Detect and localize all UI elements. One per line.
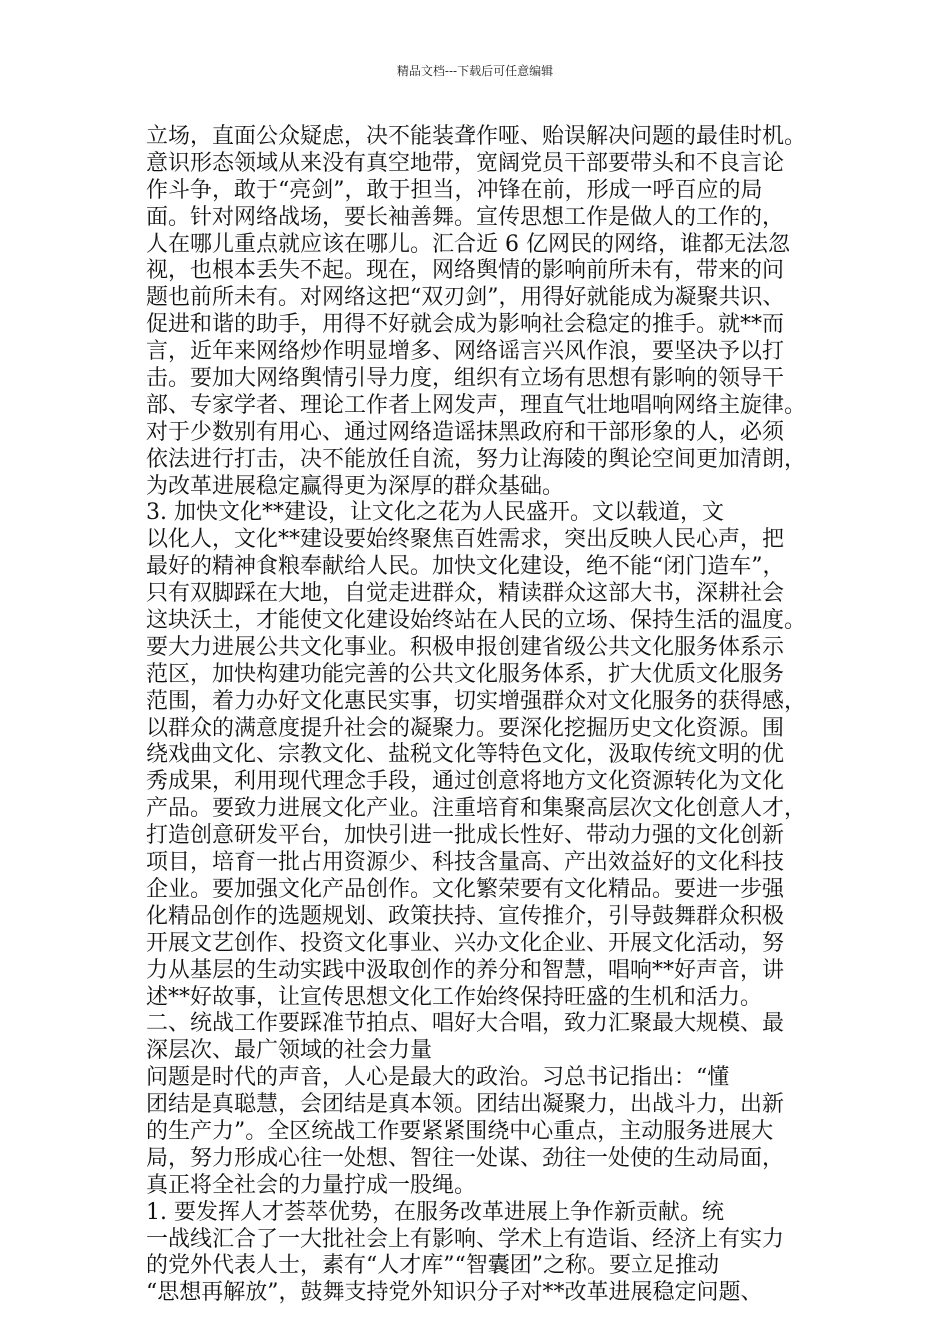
text-line: 依法进行打击，决不能放任自流，努力让海陵的舆论空间更加清朗， [146,446,807,472]
text-line: 化精品创作的选题规划、政策扶持、宣传推介，引导鼓舞群众积极 [146,903,785,929]
text-line: 的党外代表人士，素有“人才库”“智囊团”之称。要立足推动 [146,1253,719,1279]
text-line: 局，努力形成心往一处想、智往一处谋、劲往一处使的生动局面， [146,1145,785,1171]
text-line: 题也前所未有。对网络这把“双刃剑”，用得好就能成为凝聚共识、 [146,285,785,311]
text-line: 面。针对网络战场，要长袖善舞。宣传思想工作是做人的工作的， [146,204,785,230]
text-line: 项目，培育一批占用资源少、科技含量高、产出效益好的文化科技 [146,850,785,876]
text-line: 以群众的满意度提升社会的凝聚力。要深化挖掘历史文化资源。围 [146,715,785,741]
text-line: 为改革进展稳定赢得更为深厚的群众基础。 [146,473,565,499]
text-line: 作斗争，敢于“亮剑”，敢于担当，冲锋在前，形成一呼百应的局 [146,177,763,203]
text-line: 绕戏曲文化、宗教文化、盐税文化等特色文化，汲取传统文明的优 [146,742,785,768]
text-line: 对于少数别有用心、通过网络造谣抹黑政府和干部形象的人，必须 [146,419,785,445]
text-line: 3. 加快文化**建设，让文化之花为人民盛开。文以载道，文 [146,500,724,526]
text-line: 团结是真聪慧，会团结是真本领。团结出凝聚力，出战斗力，出新 [146,1092,785,1118]
text-line: “思想再解放”，鼓舞支持党外知识分子对**改革进展稳定问题、 [146,1280,763,1306]
text-line: 述**好故事，让宣传思想文化工作始终保持旺盛的生机和活力。 [146,984,763,1010]
text-line: 意识形态领域从来没有真空地带，宽阔党员干部要带头和不良言论 [146,150,785,176]
text-line: 部、专家学者、理论工作者上网发声，理直气壮地唱响网络主旋律。 [146,392,807,418]
text-line: 企业。要加强文化产品创作。文化繁荣要有文化精品。要进一步强 [146,876,785,902]
text-line: 最好的精神食粮奉献给人民。加快文化建设，绝不能“闭门造车”， [146,554,785,580]
text-line: 一战线汇合了一大批社会上有影响、学术上有造诣、经济上有实力 [146,1226,785,1252]
text-line: 问题是时代的声音，人心是最大的政治。习总书记指出：“懂 [146,1065,730,1091]
text-line: 只有双脚踩在大地，自觉走进群众，精读群众这部大书，深耕社会 [146,581,785,607]
text-line: 促进和谐的助手，用得不好就会成为影响社会稳定的推手。就**而 [146,312,785,338]
text-line: 击。要加大网络舆情引导力度，组织有立场有思想有影响的领导干 [146,366,785,392]
text-line: 要大力进展公共文化事业。积极申报创建省级公共文化服务体系示 [146,634,785,660]
text-line: 以化人，文化**建设要始终聚焦百姓需求，突出反映人民心声，把 [146,527,785,553]
text-line: 产品。要致力进展文化产业。注重培育和集聚高层次文化创意人才， [146,796,807,822]
page-header: 精品文档---下载后可任意编辑 [396,64,554,78]
text-line: 这块沃土，才能使文化建设始终站在人民的立场、保持生活的温度。 [146,608,807,634]
text-line: 1. 要发挥人才荟萃优势，在服务改革进展上争作新贡献。统 [146,1199,724,1225]
text-line: 立场，直面公众疑虑，决不能装聋作哑、贻误解决问题的最佳时机。 [146,124,807,149]
text-line: 视，也根本丢失不起。现在，网络舆情的影响前所未有，带来的问 [146,258,785,284]
text-line: 真正将全社会的力量拧成一股绳。 [146,1172,477,1198]
text-line: 二、统战工作要踩准节拍点、唱好大合唱，致力汇聚最大规模、最 [146,1011,785,1037]
document-body [146,124,826,1307]
text-line: 范围，着力办好文化惠民实事，切实增强群众对文化服务的获得感， [146,688,807,714]
text-line: 范区，加快构建功能完善的公共文化服务体系，扩大优质文化服务 [146,661,785,687]
text-line: 言，近年来网络炒作明显增多、网络谣言兴风作浪，要坚决予以打 [146,339,785,365]
text-line: 打造创意研发平台，加快引进一批成长性好、带动力强的文化创新 [146,823,785,849]
text-line: 的生产力”。全区统战工作要紧紧围绕中心重点，主动服务进展大 [146,1118,774,1144]
text-line: 深层次、最广领域的社会力量 [146,1038,433,1064]
text-line: 秀成果，利用现代理念手段，通过创意将地方文化资源转化为文化 [146,769,785,795]
text-line: 开展文艺创作、投资文化事业、兴办文化企业、开展文化活动，努 [146,930,785,956]
text-line: 人在哪儿重点就应该在哪儿。汇合近 6 亿网民的网络，谁都无法忽 [146,231,790,257]
text-line: 力从基层的生动实践中汲取创作的养分和智慧，唱响**好声音，讲 [146,957,785,983]
